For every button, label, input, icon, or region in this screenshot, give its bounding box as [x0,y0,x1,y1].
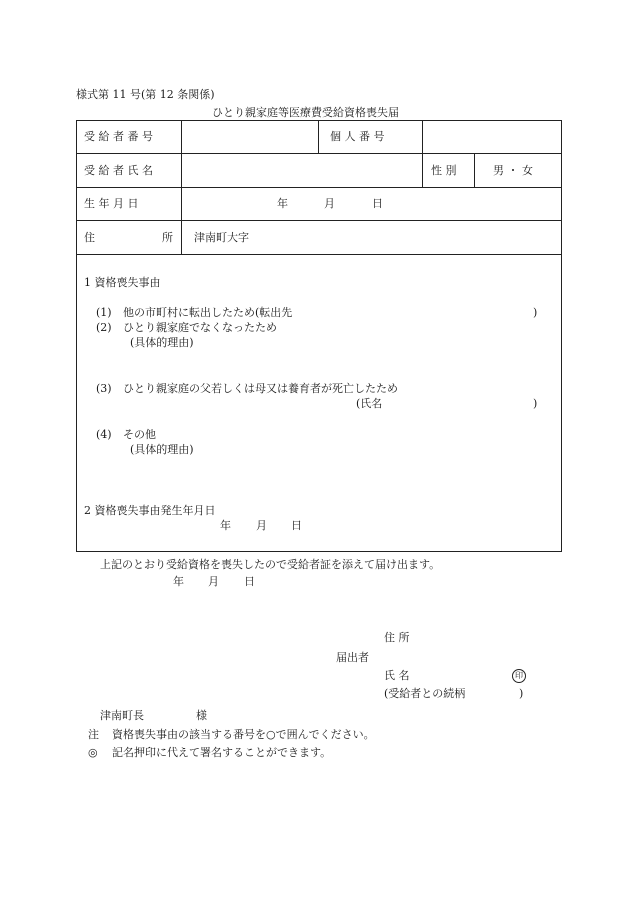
personal-number-field[interactable] [424,122,560,152]
occurrence-year-label: 年 [220,519,231,532]
note-2-mark: ◎ [88,746,98,759]
declaration-statement: 上記のとおり受給資格を喪失したので受給者証を添えて届け出ます。 [100,558,441,571]
reason-4-number[interactable]: (4) [96,428,112,441]
applicant-name-label: 氏 名 [384,669,410,682]
note-2-text: 記名押印に代えて署名することができます。 [112,746,332,759]
mayor-addressee: 津南町長 [100,709,144,722]
reason-1-close-paren: ) [533,306,538,319]
recipient-name-field[interactable] [183,155,421,186]
row-divider [76,187,562,188]
reason-4-detail: (具体的理由) [130,443,194,456]
relation-close-paren: ) [519,687,524,700]
birthdate-year-label: 年 [277,197,288,210]
row-divider [76,220,562,221]
sex-options[interactable]: 男 ・ 女 [493,164,533,177]
address-label-left: 住 [84,231,95,244]
reason-3-text: ひとり親家庭の父若しくは母又は養育者が死亡したため [123,382,398,395]
reason-2-number[interactable]: (2) [96,321,112,334]
recipient-number-field[interactable] [183,122,317,152]
reason-3-number[interactable]: (3) [96,382,112,395]
recipient-name-label: 受 給 者 氏 名 [84,164,153,177]
note-1-text: 資格喪失事由の該当する番号を○で囲んでください。 [112,728,375,741]
birthdate-day-label: 日 [372,197,383,210]
seal-icon: 印 [512,669,526,683]
row-divider [76,254,562,255]
reason-4-text: その他 [123,428,156,441]
address-label-right: 所 [162,231,173,244]
reason-1-number[interactable]: (1) [96,306,112,319]
reason-2-text: ひとり親家庭でなくなったため [123,321,277,334]
relation-label: (受給者との続柄 [384,687,466,700]
declaration-year-label: 年 [173,575,184,588]
declaration-day-label: 日 [244,575,255,588]
column-divider [181,120,182,254]
birthdate-month-label: 月 [324,197,335,210]
occurrence-date-heading: 2 資格喪失事由発生年月日 [84,504,216,517]
birthdate-label: 生 年 月 日 [84,197,139,210]
addressee-honorific: 様 [196,709,207,722]
column-divider [474,153,475,187]
personal-number-label: 個 人 番 号 [330,130,385,143]
reason-2-detail: (具体的理由) [130,336,194,349]
reason-3-close-paren: ) [533,397,538,410]
reason-3-name-label: (氏名 [356,397,383,410]
row-divider [76,153,562,154]
applicant-label: 届出者 [336,651,369,664]
form-title: ひとり親家庭等医療費受給資格喪失届 [212,106,399,119]
applicant-address-label: 住 所 [384,631,410,644]
address-prefix: 津南町大字 [194,231,249,244]
form-number: 様式第 11 号(第 12 条関係) [76,88,215,101]
note-1-mark: 注 [88,728,99,741]
reason-heading: 1 資格喪失事由 [84,276,161,289]
column-divider [422,120,423,187]
column-divider [318,120,319,154]
occurrence-day-label: 日 [291,519,302,532]
reason-1-text: 他の市町村に転出したため(転出先 [123,306,293,319]
sex-label: 性 別 [431,164,457,177]
declaration-month-label: 月 [208,575,219,588]
recipient-number-label: 受 給 者 番 号 [84,130,153,143]
occurrence-month-label: 月 [256,519,267,532]
